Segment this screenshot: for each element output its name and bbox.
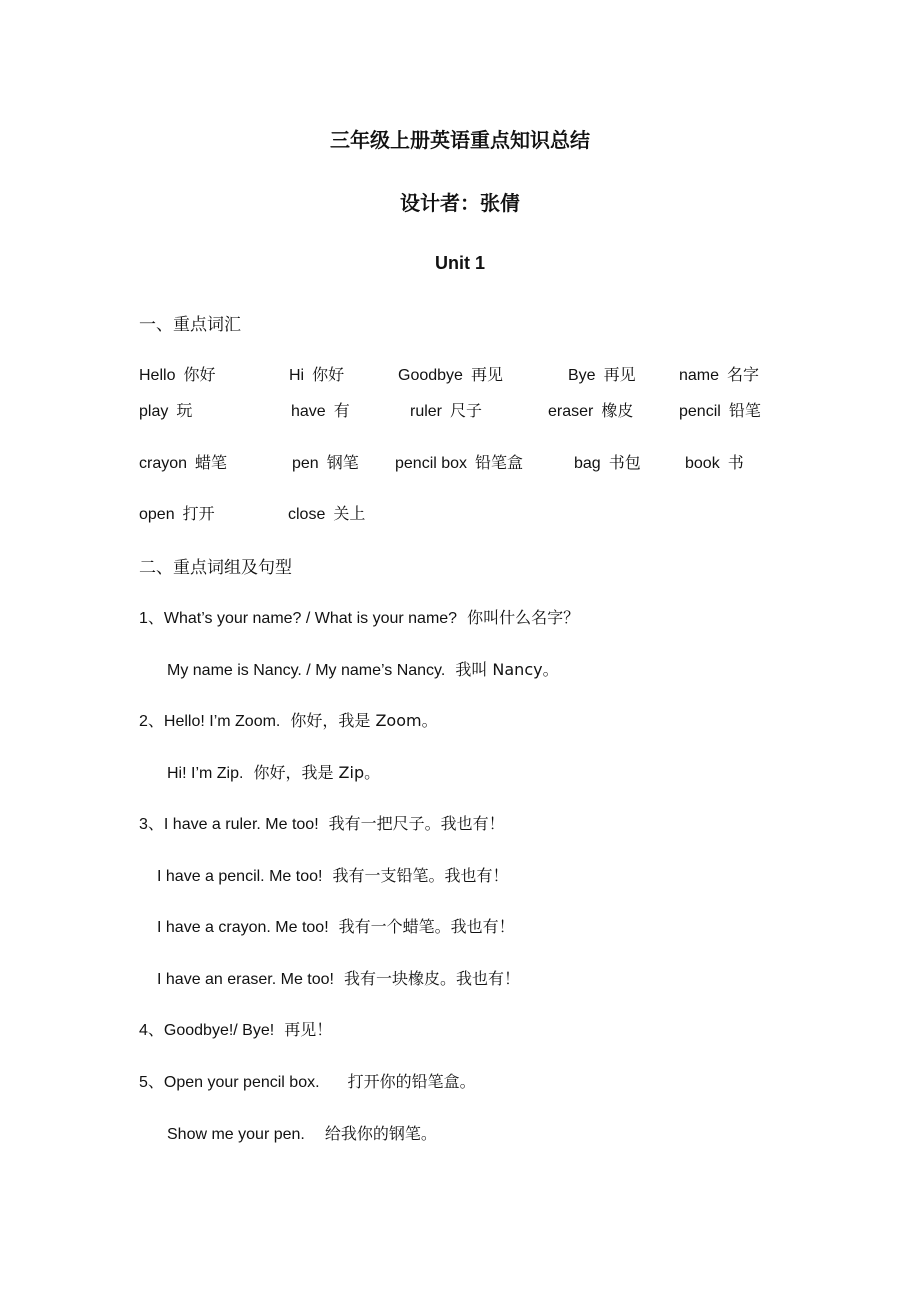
vocab-item: name 名字	[679, 365, 760, 384]
sentence-line: I have an eraser. Me too! 我有一块橡皮。我也有！	[157, 969, 521, 988]
vocab-item: Goodbye 再见	[398, 365, 503, 384]
vocab-item: close 关上	[288, 504, 366, 523]
vocab-item: play 玩	[139, 401, 193, 420]
page-title: 三年级上册英语重点知识总结	[330, 128, 590, 152]
sentence-line: I have a crayon. Me too! 我有一个蜡笔。我也有！	[157, 917, 515, 936]
sentence-line: 3、I have a ruler. Me too! 我有一把尺子。我也有！	[139, 814, 505, 833]
sentence-line: 4、Goodbye!/ Bye! 再见！	[139, 1020, 333, 1039]
vocab-item: bag 书包	[574, 453, 641, 472]
vocab-item: Hello 你好	[139, 365, 216, 384]
vocab-item: pencil 铅笔	[679, 401, 761, 420]
vocab-item: open 打开	[139, 504, 215, 523]
sentence-line: 2、Hello! I’m Zoom. 你好，我是 Zoom。	[139, 711, 438, 730]
vocab-item: book 书	[685, 453, 744, 472]
vocab-item: ruler 尺子	[410, 401, 483, 420]
vocab-item: pencil box 铅笔盒	[395, 453, 524, 472]
section-vocab-heading: 一、重点词汇	[139, 315, 241, 335]
sentence-line: My name is Nancy. / My name’s Nancy. 我叫 Nancy。	[167, 660, 559, 679]
vocab-item: have 有	[291, 401, 350, 420]
section-sentences-heading: 二、重点词组及句型	[139, 558, 292, 578]
vocab-item: crayon 蜡笔	[139, 453, 228, 472]
sentence-line: Hi! I’m Zip. 你好，我是 Zip。	[167, 763, 381, 782]
sentence-line: 1、What’s your name? / What is your name? 你叫什么名字？	[139, 608, 580, 627]
unit-heading: Unit 1	[434, 253, 485, 273]
vocab-item: Hi 你好	[289, 365, 345, 384]
vocab-item: eraser 橡皮	[548, 401, 634, 420]
vocab-item: Bye 再见	[568, 365, 636, 384]
sentence-line: 5、Open your pencil box. 打开你的铅笔盒。	[139, 1072, 476, 1091]
sentence-line: Show me your pen. 给我你的钢笔。	[167, 1124, 437, 1143]
sentence-line: I have a pencil. Me too! 我有一支铅笔。我也有！	[157, 866, 509, 885]
designer-line: 设计者：张倩	[400, 191, 520, 215]
vocab-item: pen 钢笔	[292, 453, 359, 472]
